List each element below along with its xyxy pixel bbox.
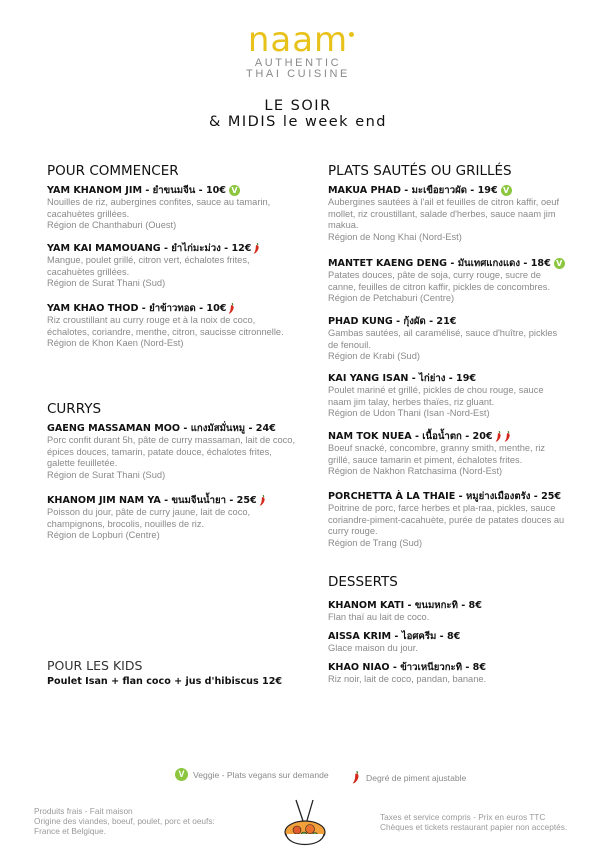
left-column — [47, 0, 297, 857]
menu-item — [328, 599, 568, 624]
dish-title — [328, 315, 568, 328]
dish-description: Boeuf snacké, concombre, granny smith, menthe, riz grillé, sauce tamarin et piment, échalotes frites. — [328, 443, 546, 465]
dish-name-price: KAI YANG ISAN - ไก่ย่าง - 19€ — [328, 373, 477, 384]
menu-item — [328, 661, 568, 686]
dish-region: Région de Surat Thani (Sud) — [47, 469, 166, 480]
dish-description: Poisson du jour, pâte de curry jaune, lait de coco, champignons, brocolis, nouilles de riz. — [47, 507, 251, 529]
vegan-icon: V — [501, 185, 512, 196]
chili-icon — [253, 243, 260, 254]
chili-icon — [259, 495, 266, 506]
menu-item — [47, 302, 297, 350]
vegan-icon: V — [229, 185, 240, 196]
logo-word: naam — [248, 22, 348, 58]
footer-left-note: Produits frais - Fait maison Origine des viandes, boeuf, poulet, porc et oeufs: France et Belgique. — [34, 806, 215, 837]
dish-region: Région de Surat Thani (Sud) — [47, 278, 166, 289]
dish-title — [47, 302, 297, 315]
menu-item — [328, 184, 568, 243]
dish-region: Région de Petchaburi (Centre) — [328, 293, 455, 304]
dish-description: Flan thaï au lait de coco. — [328, 612, 430, 622]
dish-name-price: KHAO NIAO - ข้าวเหนียวกะทิ - 8€ — [328, 662, 487, 673]
chili-icon — [352, 771, 360, 784]
dish-name-price: MAKUA PHAD - มะเขือยาวผัด - 19€ — [328, 185, 498, 196]
dish-title — [47, 242, 297, 255]
legend-veggie-text: Veggie - Plats vegans sur demande — [193, 769, 329, 780]
footer-right-note: Taxes et service compris - Prix en euros TTC Chèques et tickets restaurant papier non acceptés. — [380, 812, 568, 833]
right-column — [328, 0, 568, 857]
dish-title — [47, 184, 297, 197]
dish-title — [328, 490, 568, 503]
dish-title — [328, 599, 568, 612]
logo-tagline-1: AUTHENTIC — [254, 57, 342, 69]
dish-description: Nouilles de riz, aubergines confites, sauce au tamarin, cacahuètes grillées. — [47, 197, 271, 219]
dish-title — [328, 257, 568, 270]
section-title-currys: CURRYS — [47, 401, 102, 417]
dish-region: Région de Lopburi (Centre) — [47, 530, 160, 541]
menu-item — [328, 630, 568, 655]
dish-name-price: KHANOM KATI - ขนมหกะทิ - 8€ — [328, 600, 482, 611]
menu-item — [328, 490, 568, 549]
kids-menu-line: Poulet Isan + flan coco + jus d'hibiscus 12€ — [47, 676, 283, 687]
menu-item — [328, 257, 568, 305]
dish-title — [47, 422, 297, 435]
dish-region: Région de Nakhon Ratchasima (Nord-Est) — [328, 466, 503, 477]
dish-name-price: GAENG MASSAMAN MOO - แกงมัสมั่นหมู - 24€ — [47, 423, 276, 434]
dish-name-price: PHAD KUNG - กุ้งผัด - 21€ — [328, 316, 457, 327]
section-title-starters: POUR COMMENCER — [47, 163, 179, 179]
section-title-stirfry: PLATS SAUTÉS OU GRILLÉS — [328, 163, 512, 179]
dish-region: Région de Trang (Sud) — [328, 537, 423, 548]
menu-item — [47, 242, 297, 290]
dish-title — [328, 372, 568, 385]
dish-region: Région de Krabi (Sud) — [328, 351, 420, 362]
legend-chili — [350, 771, 466, 784]
dish-region: Région de Chanthaburi (Ouest) — [47, 220, 177, 231]
menu-item — [328, 372, 568, 420]
dish-region: Région de Udon Thani (Isan -Nord-Est) — [328, 408, 490, 419]
chili-icon — [228, 303, 235, 314]
menu-item — [47, 494, 297, 542]
logo-tagline-2: THAI CUISINE — [246, 68, 350, 80]
menu-item — [47, 184, 297, 232]
menu-heading-line-1: LE SOIR — [264, 98, 332, 114]
vegan-icon: V — [554, 258, 565, 269]
menu-heading-line-2: & MIDIS le week end — [208, 114, 388, 130]
dish-description: Glace maison du jour. — [328, 643, 418, 653]
dish-name-price: MANTET KAENG DENG - มันเทศแกงแดง - 18€ — [328, 258, 551, 269]
dish-region: Région de Khon Kaen (Nord-Est) — [47, 338, 184, 349]
dish-title — [328, 630, 568, 643]
section-title-kids: POUR LES KIDS — [47, 658, 143, 673]
dish-title — [328, 430, 568, 443]
dish-name-price: PORCHETTA À LA THAIE - หมูย่างเมืองตรัง - 25€ — [328, 491, 562, 502]
menu-item — [328, 315, 568, 363]
dish-name-price: YAM KAI MAMOUANG - ยำไก่มะม่วง - 12€ — [47, 243, 252, 254]
dish-description: Gambas sautées, ail caramélisé, sauce d'huître, pickles de fenouil. — [328, 328, 558, 350]
chili-icon — [504, 431, 511, 442]
dish-description: Porc confit durant 5h, pâte de curry massaman, lait de coco, épices douces, tamarin, patate douce, échalotes frites, galette feuilletée. — [47, 435, 296, 469]
dish-description: Poulet mariné et grillé, pickles de chou rouge, sauce naam jim talay, herbes thaïes, riz gluant. — [328, 385, 544, 407]
dish-name-price: YAM KHANOM JIM - ยำขนมจีน - 10€ — [47, 185, 226, 196]
dish-title — [328, 661, 568, 674]
dish-description: Mangue, poulet grillé, citron vert, échalotes frites, cacahuètes grillées. — [47, 255, 250, 277]
dish-title — [328, 184, 568, 197]
dish-description: Poitrine de porc, farce herbes et pla-raa, pickles, sauce coriandre-piment-cacahuète, purée de patates douces au curry rouge. — [328, 503, 565, 537]
chili-icon — [495, 431, 502, 442]
section-title-desserts: DESSERTS — [328, 574, 398, 590]
dish-name-price: KHANOM JIM NAM YA - ขนมจีนน้ำยา - 25€ — [47, 495, 257, 506]
dish-description: Riz noir, lait de coco, pandan, banane. — [328, 674, 487, 684]
dish-region: Région de Nong Khai (Nord-Est) — [328, 231, 462, 242]
soup-bowl-illustration — [282, 798, 328, 853]
vegan-icon: V — [175, 768, 188, 781]
dish-name-price: NAM TOK NUEA - เนื้อน้ำตก - 20€ — [328, 431, 493, 442]
dish-description: Aubergines sautées à l'ail et feuilles de citron kaffir, oeuf mollet, riz croustillant, salade d'herbes, sauce naam jim makua. — [328, 197, 560, 231]
dish-name-price: AISSA KRIM - ไอศครีม - 8€ — [328, 631, 461, 642]
legend-veggie — [175, 768, 329, 781]
dish-description: Riz croustillant au curry rouge et à la noix de coco, échalotes, coriandre, menthe, citron, saucisse citronnelle. — [47, 315, 284, 337]
dish-title — [47, 494, 297, 507]
dish-description: Patates douces, pâte de soja, curry rouge, sucre de canne, feuilles de citron kaffir, pickles de concombres. — [328, 270, 551, 292]
dish-name-price: YAM KHAO THOD - ยำข้าวทอด - 10€ — [47, 303, 227, 314]
menu-item — [328, 430, 568, 478]
menu-item — [47, 422, 297, 481]
legend-chili-text: Degré de piment ajustable — [366, 772, 467, 783]
